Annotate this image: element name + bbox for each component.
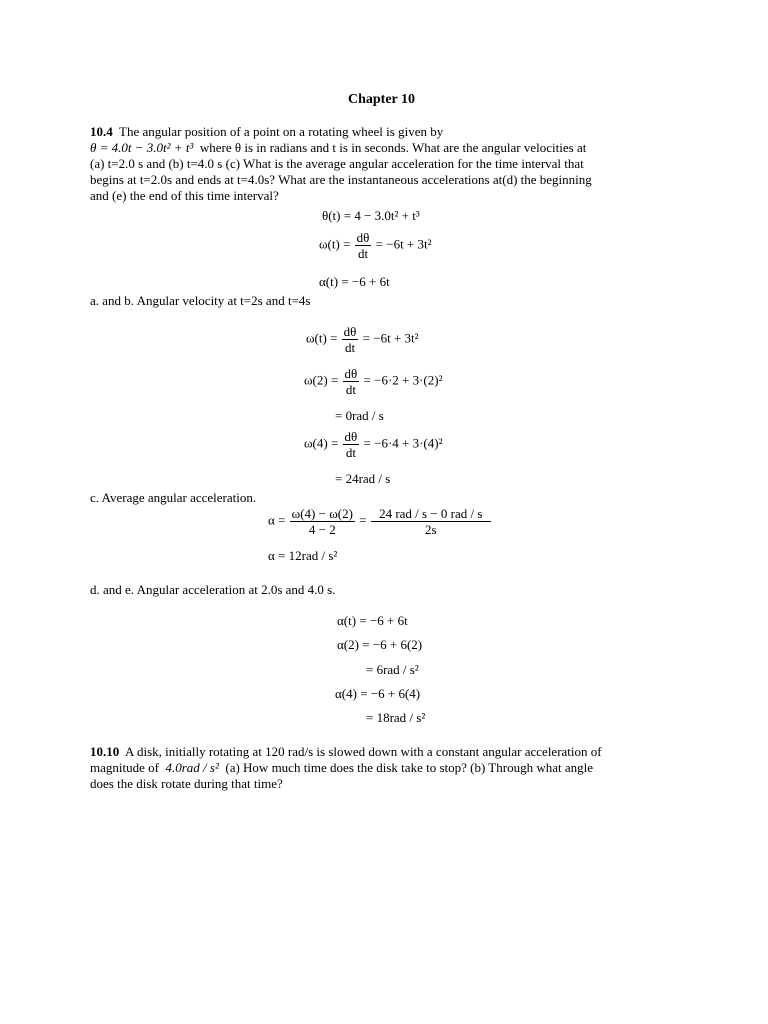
omega-2-equation: ω(2) = $\frac{d\theta}{dt}$ = −6·2 + 3·(2)² [304, 366, 443, 397]
alpha-2-result: = 6rad / s² [366, 662, 419, 677]
problem-10-10 [90, 744, 680, 792]
problem-text-line: where θ is in radians and t is in seconds. What are the angular velocities at [199, 140, 587, 155]
omega-2-result: = 0rad / s [335, 408, 384, 423]
omega-t-equation: ω(t) = $\frac{d\theta}{dt}$ = −6t + 3t² [306, 324, 419, 355]
omega-4-result: = 24rad / s [335, 471, 391, 486]
problem-text-line: A disk, initially rotating at 120 rad/s is slowed down with a constant angular acceleration of [125, 744, 602, 759]
chapter-title: Chapter 10 [348, 92, 416, 107]
problem-number: 10.4 [90, 124, 113, 139]
average-acceleration-equation: α = $\frac{\omega(4) - \omega(2)}{4 - 2}$ = $\frac{\text{24 rad / s − 0 rad / s}}{2s}$ [268, 506, 492, 537]
problem-text-line: magnitude of [90, 760, 159, 775]
omega-4-equation: ω(4) = $\frac{d\theta}{dt}$ = −6·4 + 3·(4)² [304, 429, 443, 460]
problem-text-line: and (e) the end of this time interval? [90, 188, 279, 203]
problem-text-line: (a) t=2.0 s and (b) t=4.0 s (c) What is the average angular acceleration for the time interval that [90, 156, 584, 171]
part-ab-heading: a. and b. Angular velocity at t=2s and t=4s [90, 293, 311, 308]
problem-text-line: (a) How much time does the disk take to stop? (b) Through what angle [225, 760, 594, 775]
alpha-4-equation: α(4) = −6 + 6(4) [335, 686, 421, 701]
problem-text-line: begins at t=2.0s and ends at t=4.0s? What are the instantaneous accelerations at(d) the beginning [90, 172, 592, 187]
problem-10-4 [90, 124, 680, 204]
problem-number: 10.10 [90, 744, 120, 759]
alpha-4-result: = 18rad / s² [366, 710, 426, 725]
problem-text-line: The angular position of a point on a rotating wheel is given by [119, 124, 444, 139]
part-de-heading: d. and e. Angular acceleration at 2.0s and 4.0 s. [90, 582, 336, 597]
average-acceleration-result: α = 12rad / s² [268, 548, 338, 563]
alpha-2-equation: α(2) = −6 + 6(2) [337, 637, 423, 652]
part-c-heading: c. Average angular acceleration. [90, 490, 257, 505]
omega-derivative-equation: ω(t) = $\frac{d\theta}{dt}$ = −6t + 3t² [319, 230, 432, 261]
alpha-t-equation: α(t) = −6 + 6t [337, 613, 408, 628]
position-equation: θ = 4.0t − 3.0t² + t³ [90, 140, 194, 155]
acceleration-magnitude: 4.0rad / s² [165, 760, 219, 775]
theta-equation: θ(t) = 4 − 3.0t² + t³ [322, 208, 420, 223]
alpha-equation: α(t) = −6 + 6t [319, 274, 390, 289]
problem-text-line: does the disk rotate during that time? [90, 776, 283, 791]
